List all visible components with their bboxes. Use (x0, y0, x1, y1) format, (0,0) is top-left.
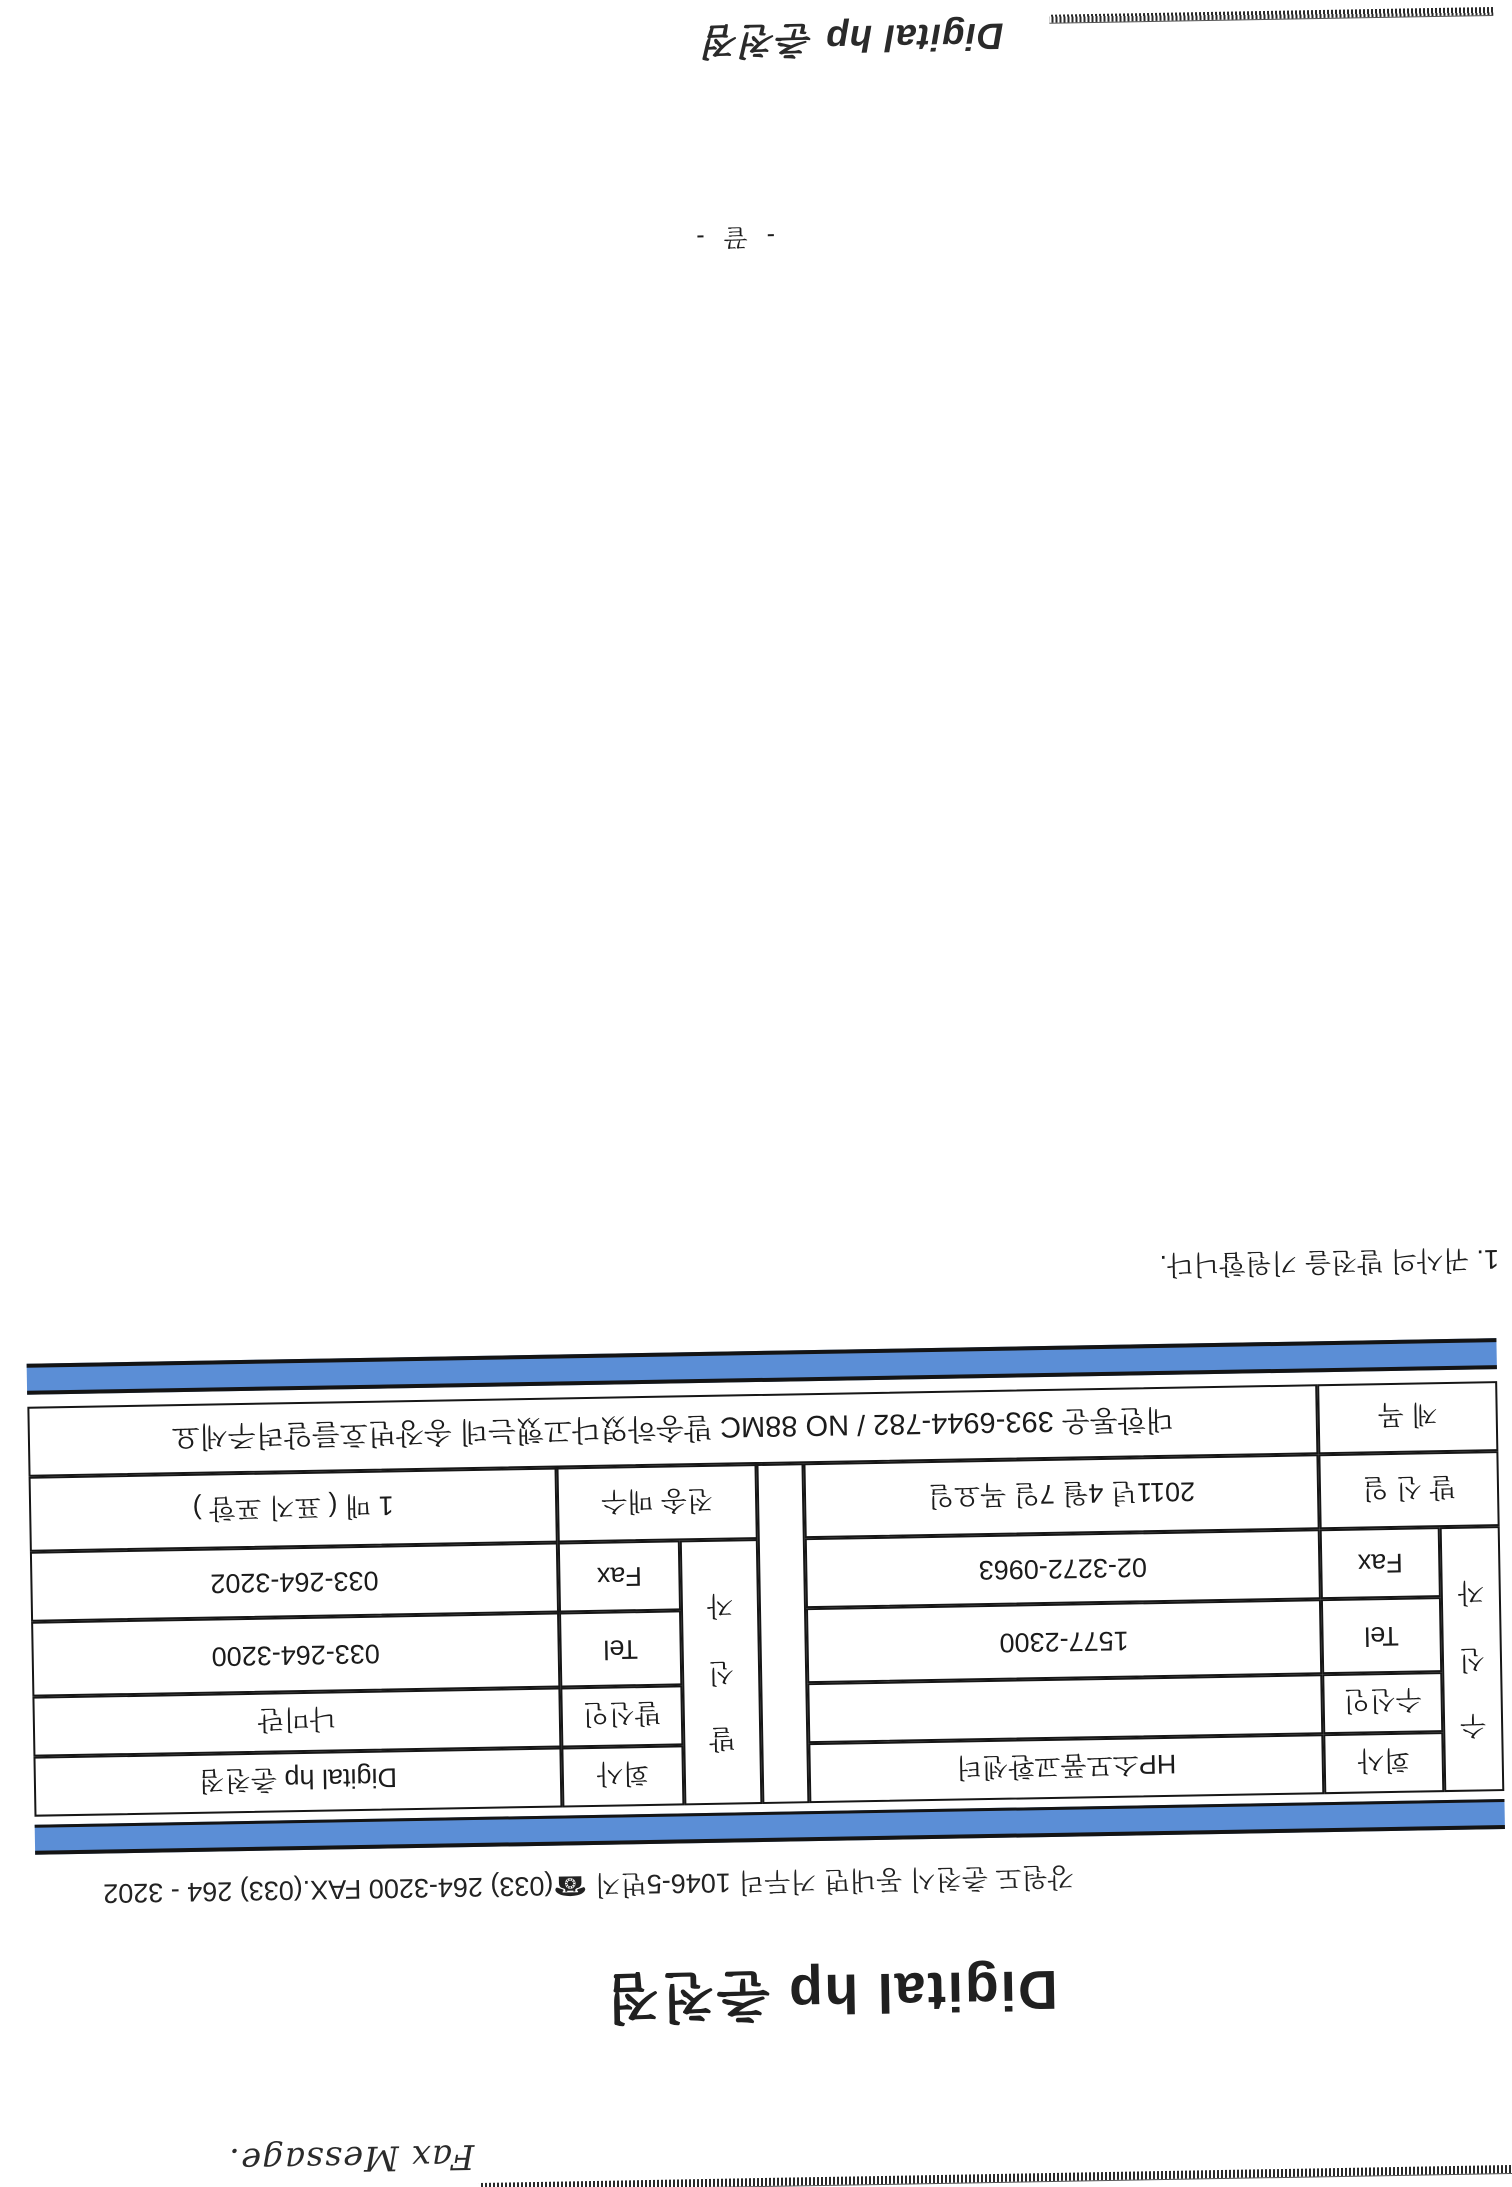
sender-tel-value: 033-264-3200 (31, 1613, 560, 1697)
recipient-person-label: 수신인 (1322, 1672, 1443, 1734)
sender-tel-label: Tel (559, 1610, 682, 1687)
sender-company-value: Digital hp 춘천점 (33, 1747, 562, 1816)
recipient-fax-label: Fax (1320, 1527, 1441, 1599)
recipient-group-label: 수신자 (1457, 1577, 1487, 1741)
sender-person-value: 나미란 (32, 1688, 561, 1757)
pages-value: 1 매 ( 표지 포함 ) (29, 1468, 558, 1552)
sender-company-label: 회사 (561, 1745, 684, 1807)
sender-person-label: 발신인 (560, 1685, 683, 1747)
date-label: 발 신 일 (1318, 1451, 1499, 1529)
sender-group-cell (680, 1539, 763, 1805)
subject-label: 제 목 (1317, 1381, 1498, 1454)
greeting-line: 1. 귀사의 발전을 기원합니다. (1159, 1244, 1500, 1280)
sender-fax-label: Fax (558, 1540, 681, 1612)
end-mark: - 끝 - (690, 222, 776, 253)
footer-rule (1049, 7, 1493, 24)
subject-value: 대한통운 393-6944-782 / NO 88MC 발송하였다고했는데 송장번호를알려주세요 (27, 1384, 1318, 1477)
sender-fax-value: 033-264-3202 (30, 1543, 559, 1622)
page-title: Digital hp 춘천점 (603, 1958, 1059, 2029)
table-spacer-column (756, 1463, 809, 1804)
sender-group-label: 발신자 (706, 1590, 736, 1754)
recipient-tel-value: 1577-2300 (806, 1599, 1322, 1683)
fax-message-label: Fax Message. (227, 2136, 475, 2181)
recipient-company-label: 회사 (1323, 1732, 1444, 1794)
recipient-tel-label: Tel (1321, 1597, 1442, 1674)
address-line: 강원도 춘천시 동내면 거두리 1046-5번지 ☎(033) 264-3200 FAX.(033) 264 - 3202 (102, 1861, 1074, 1909)
date-value: 2011년 4월 7일 목요일 (803, 1454, 1319, 1538)
recipient-group-cell (1440, 1526, 1505, 1792)
recipient-person-value (807, 1674, 1323, 1743)
footer-brand: Digital hp 춘천점 (703, 15, 1004, 62)
pages-label: 전송 매수 (556, 1464, 757, 1542)
recipient-company-value: HP소모품교환센터 (808, 1734, 1324, 1803)
recipient-fax-value: 02-3272-0963 (805, 1529, 1321, 1608)
fax-cover-table (27, 1381, 1504, 1817)
header-rule (479, 2165, 1512, 2187)
